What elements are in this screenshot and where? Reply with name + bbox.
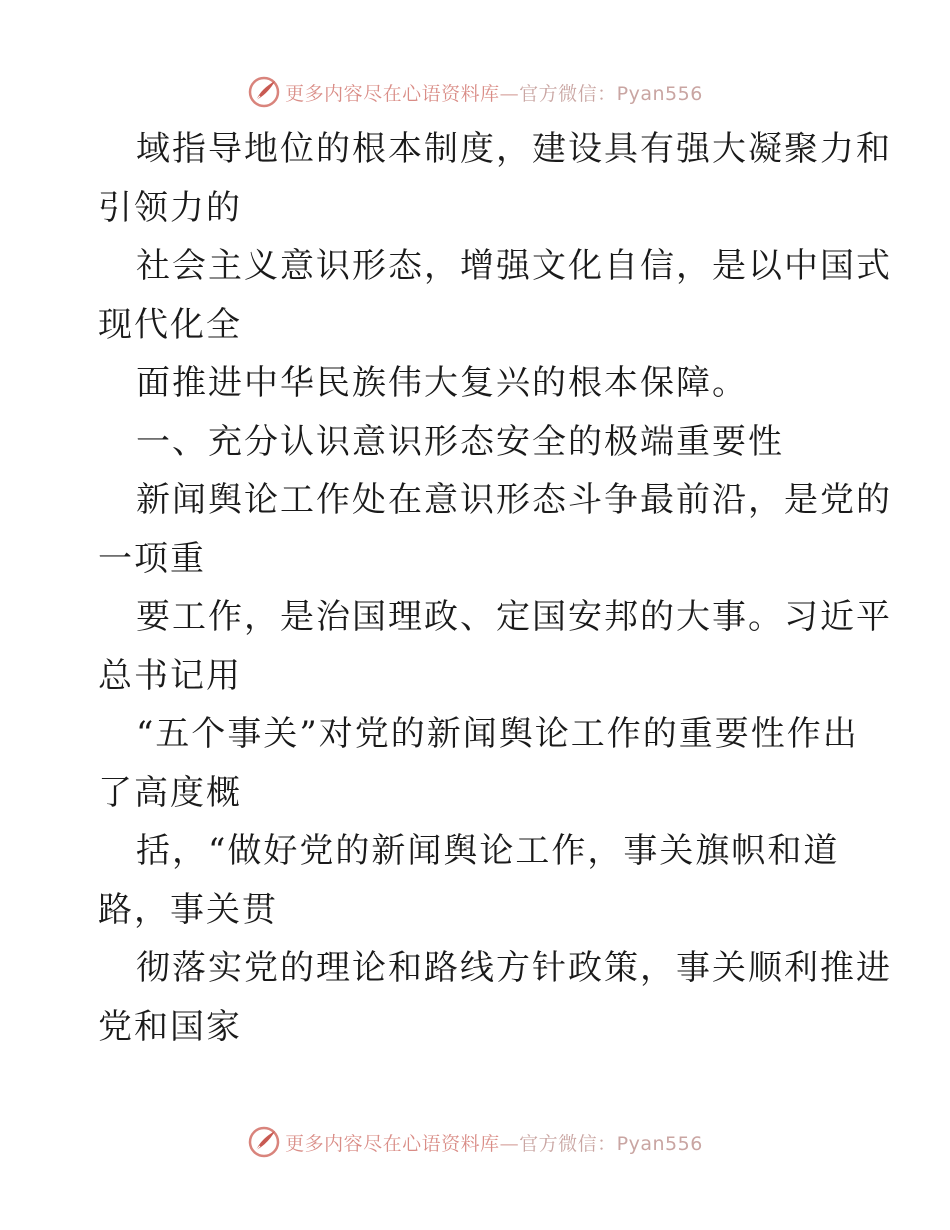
text-line: 了高度概 [98,772,242,813]
quill-logo-icon [247,75,281,109]
watermark-text: 更多内容尽在心语资料库—官方微信：Pyan556 [285,1132,703,1155]
text-line: 新闻舆论工作处在意识形态斗争最前沿，是党的 [136,480,892,520]
text-line: 总书记用 [98,655,242,696]
document-body [98,120,892,1056]
text-line: 彻落实党的理论和路线方针政策，事关顺利推进 [136,948,892,988]
text-line: 现代化全 [98,304,242,345]
header-watermark [0,72,950,112]
text-line: 要工作，是治国理政、定国安邦的大事。习近平 [136,597,892,637]
text-line: 党和国家 [98,1006,242,1047]
text-line: “五个事关”对党的新闻舆论工作的重要性作出 [136,714,859,754]
text-line: 一、充分认识意识形态安全的极端重要性 [136,421,784,462]
text-line: 路，事关贯 [98,889,278,930]
quill-logo-icon [247,1125,281,1159]
text-line: 社会主义意识形态，增强文化自信，是以中国式 [136,246,892,286]
watermark-text: 更多内容尽在心语资料库—官方微信：Pyan556 [285,82,703,105]
text-line: 引领力的 [98,187,242,228]
text-line: 一项重 [98,538,206,579]
text-line: 域指导地位的根本制度，建设具有强大凝聚力和 [136,129,892,169]
text-line: 面推进中华民族伟大复兴的根本保障。 [136,363,748,403]
footer-watermark [0,1122,950,1162]
text-line: 括，“做好党的新闻舆论工作，事关旗帜和道 [136,831,840,871]
